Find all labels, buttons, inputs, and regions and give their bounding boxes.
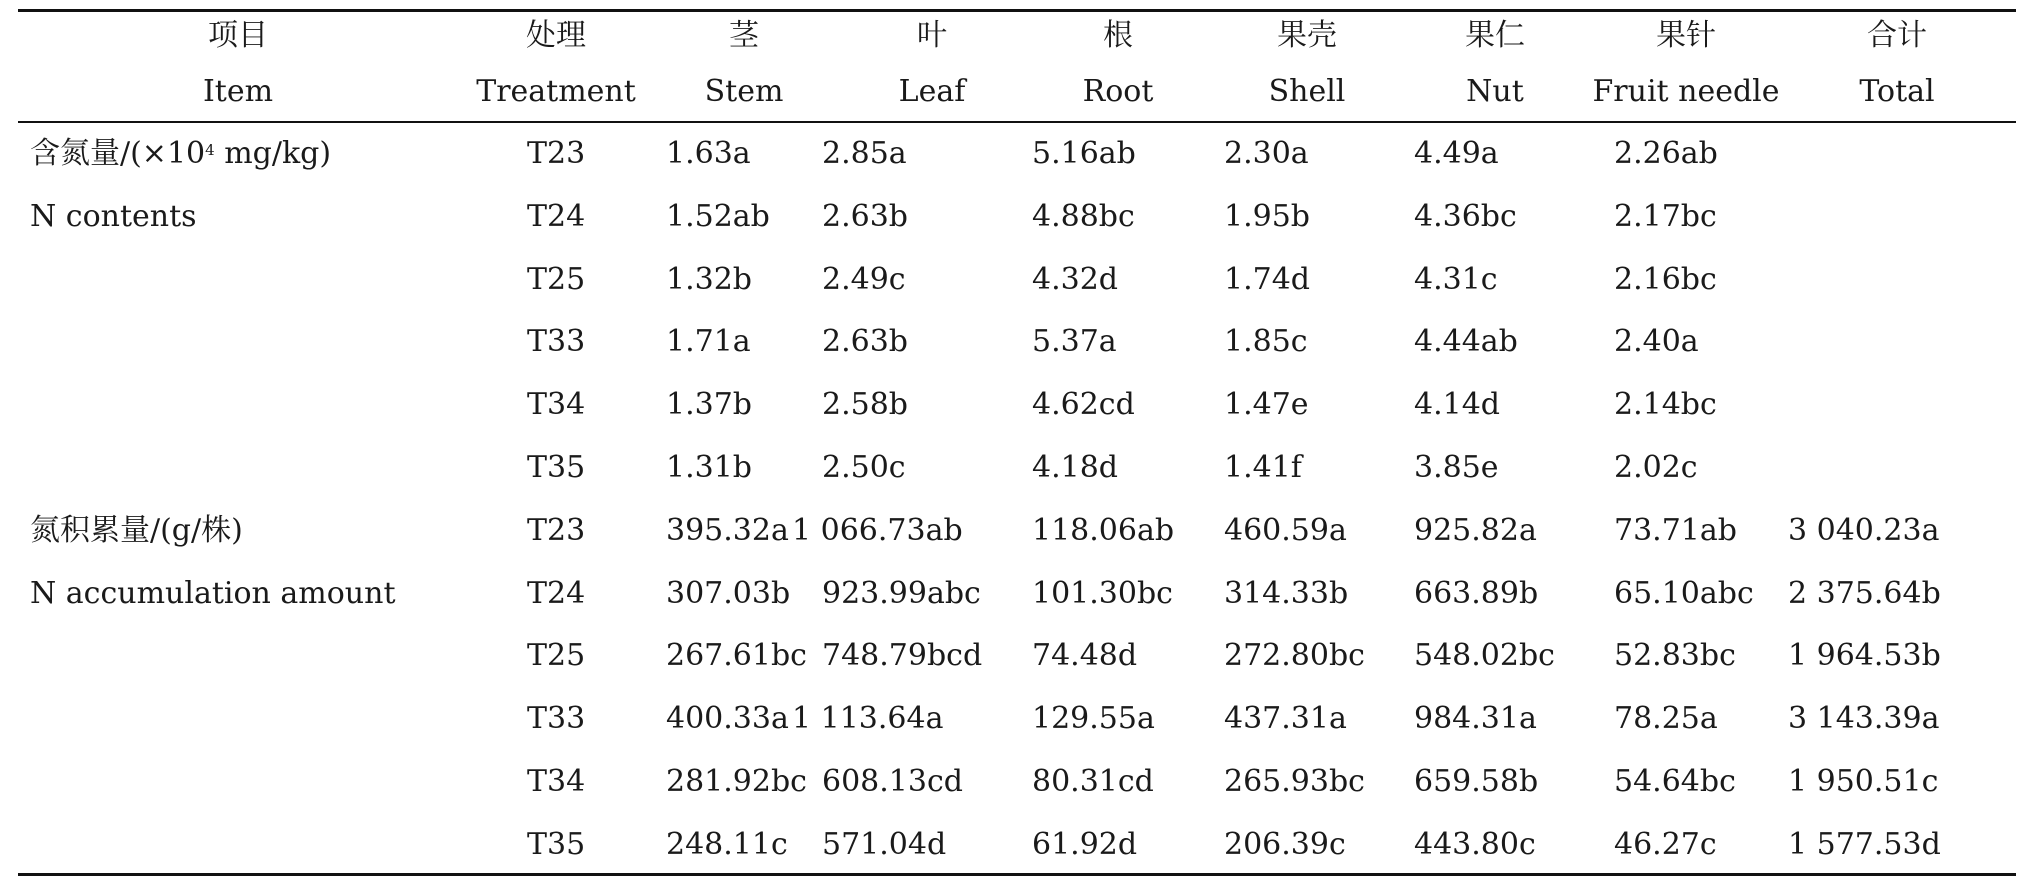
cell-shell: 2.30a <box>1224 136 1309 171</box>
cell-nut: 4.44ab <box>1414 324 1518 360</box>
table-bottom-rule <box>18 873 2016 876</box>
cell-stem: 1.71a <box>666 324 751 360</box>
cell-root: 4.62cd <box>1032 387 1135 423</box>
cell-leaf: 2.49c <box>822 261 906 297</box>
cell-needle: 54.64bc <box>1614 764 1736 799</box>
header-zh-shell: 果壳 <box>1277 18 1337 53</box>
cell-root: 118.06ab <box>1032 512 1175 548</box>
cell-needle: 2.02c <box>1614 450 1698 485</box>
cell-nut: 548.02bc <box>1414 638 1555 674</box>
cell-treatment: T33 <box>527 324 586 360</box>
cell-stem: 248.11c <box>666 826 788 862</box>
cell-stem: 1.31b <box>666 450 753 485</box>
header-zh-total: 合计 <box>1867 18 1927 53</box>
header-zh-nut: 果仁 <box>1465 18 1525 53</box>
header-zh-root: 根 <box>1103 18 1133 53</box>
header-en-leaf: Leaf <box>898 74 966 109</box>
cell-total: 2 375.64b <box>1788 575 1941 611</box>
cell-root: 4.88bc <box>1032 198 1135 234</box>
cell-root: 80.31cd <box>1032 764 1154 799</box>
cell-treatment: T23 <box>527 136 586 171</box>
cell-root: 4.18d <box>1032 450 1119 485</box>
cell-nut: 3.85e <box>1414 450 1499 485</box>
cell-stem: 400.33a <box>666 701 789 737</box>
cell-stem: 281.92bc <box>666 764 807 799</box>
cell-total: 3 040.23a <box>1788 512 1940 548</box>
cell-treatment: T34 <box>527 387 586 423</box>
cell-total: 1 950.51c <box>1788 764 1939 799</box>
cell-treatment: T23 <box>527 512 586 548</box>
cell-total: 3 143.39a <box>1788 701 1940 737</box>
cell-nut: 984.31a <box>1414 701 1537 737</box>
header-zh-treatment: 处理 <box>526 18 586 53</box>
cell-treatment: T35 <box>527 826 586 862</box>
cell-needle: 78.25a <box>1614 701 1718 737</box>
cell-needle: 2.17bc <box>1614 198 1717 234</box>
cell-treatment: T24 <box>527 198 586 234</box>
cell-shell: 206.39c <box>1224 826 1346 862</box>
cell-needle: 2.16bc <box>1614 261 1717 297</box>
cell-stem: 1.37b <box>666 387 753 423</box>
cell-treatment: T25 <box>527 261 586 297</box>
header-en-item: Item <box>202 74 274 109</box>
cell-root: 129.55a <box>1032 701 1155 737</box>
header-zh-item: 项目 <box>208 18 268 53</box>
cell-nut: 4.49a <box>1414 136 1499 171</box>
cell-leaf: 2.85a <box>822 136 907 171</box>
group-label-en: N accumulation amount <box>30 575 396 611</box>
table-header-rule <box>18 121 2016 123</box>
cell-leaf: 748.79bcd <box>822 638 983 674</box>
group-label-en: N contents <box>30 198 197 234</box>
cell-nut: 925.82a <box>1414 512 1537 548</box>
group-label-zh <box>30 137 331 171</box>
cell-nut: 663.89b <box>1414 575 1539 611</box>
header-zh-leaf: 叶 <box>917 18 947 53</box>
cell-needle: 2.40a <box>1614 324 1699 360</box>
cell-shell: 460.59a <box>1224 512 1347 548</box>
header-en-treatment: Treatment <box>476 74 636 109</box>
cell-needle: 2.14bc <box>1614 387 1717 423</box>
group-label-zh <box>30 514 243 548</box>
group-label-zh-main: 氮积累量/(g/株) <box>30 512 243 548</box>
cell-shell: 265.93bc <box>1224 764 1365 799</box>
cell-stem: 1.63a <box>666 136 751 171</box>
group-label-zh-tail: mg/kg) <box>214 136 332 171</box>
cell-root: 61.92d <box>1032 826 1138 862</box>
cell-leaf: 1 066.73ab <box>792 512 963 548</box>
cell-leaf: 923.99abc <box>822 575 981 611</box>
cell-root: 5.16ab <box>1032 136 1136 171</box>
cell-shell: 1.47e <box>1224 387 1309 423</box>
cell-nut: 659.58b <box>1414 764 1539 799</box>
cell-total: 1 964.53b <box>1788 638 1941 674</box>
header-en-total: Total <box>1859 74 1935 109</box>
cell-needle: 46.27c <box>1614 826 1717 862</box>
cell-treatment: T34 <box>527 764 586 799</box>
cell-stem: 1.52ab <box>666 198 770 234</box>
cell-needle: 73.71ab <box>1614 512 1737 548</box>
cell-needle: 65.10abc <box>1614 575 1754 611</box>
cell-shell: 1.95b <box>1224 198 1311 234</box>
cell-needle: 2.26ab <box>1614 136 1718 171</box>
cell-nut: 443.80c <box>1414 826 1536 862</box>
cell-root: 74.48d <box>1032 638 1138 674</box>
cell-shell: 272.80bc <box>1224 638 1365 674</box>
cell-treatment: T35 <box>527 450 586 485</box>
cell-leaf: 2.63b <box>822 198 909 234</box>
header-en-root: Root <box>1082 74 1154 109</box>
cell-nut: 4.36bc <box>1414 198 1517 234</box>
cell-leaf: 1 113.64a <box>792 701 944 737</box>
cell-treatment: T33 <box>527 701 586 737</box>
cell-leaf: 2.63b <box>822 324 909 360</box>
cell-leaf: 571.04d <box>822 826 947 862</box>
group-label-zh-main: 含氮量/(×10 <box>30 136 206 171</box>
cell-stem: 267.61bc <box>666 638 807 674</box>
cell-nut: 4.31c <box>1414 261 1498 297</box>
cell-stem: 395.32a <box>666 512 789 548</box>
cell-stem: 1.32b <box>666 261 753 297</box>
header-en-needle: Fruit needle <box>1592 74 1780 109</box>
table-top-rule <box>18 9 2016 12</box>
cell-treatment: T24 <box>527 575 586 611</box>
cell-leaf: 2.50c <box>822 450 906 485</box>
cell-root: 4.32d <box>1032 261 1119 297</box>
cell-shell: 1.74d <box>1224 261 1311 297</box>
cell-leaf: 608.13cd <box>822 764 963 799</box>
cell-root: 101.30bc <box>1032 575 1173 611</box>
cell-shell: 314.33b <box>1224 575 1349 611</box>
cell-root: 5.37a <box>1032 324 1117 360</box>
cell-shell: 1.41f <box>1224 450 1302 485</box>
header-zh-stem: 茎 <box>729 18 759 53</box>
cell-shell: 1.85c <box>1224 324 1308 360</box>
header-en-stem: Stem <box>704 74 784 109</box>
header-en-shell: Shell <box>1268 74 1346 109</box>
cell-stem: 307.03b <box>666 575 791 611</box>
header-en-nut: Nut <box>1466 74 1524 109</box>
cell-shell: 437.31a <box>1224 701 1347 737</box>
cell-treatment: T25 <box>527 638 586 674</box>
cell-needle: 52.83bc <box>1614 638 1736 674</box>
group-label-superscript: 4 <box>205 141 215 159</box>
cell-nut: 4.14d <box>1414 387 1501 423</box>
header-zh-needle: 果针 <box>1656 18 1716 53</box>
cell-total: 1 577.53d <box>1788 826 1941 862</box>
cell-leaf: 2.58b <box>822 387 909 423</box>
